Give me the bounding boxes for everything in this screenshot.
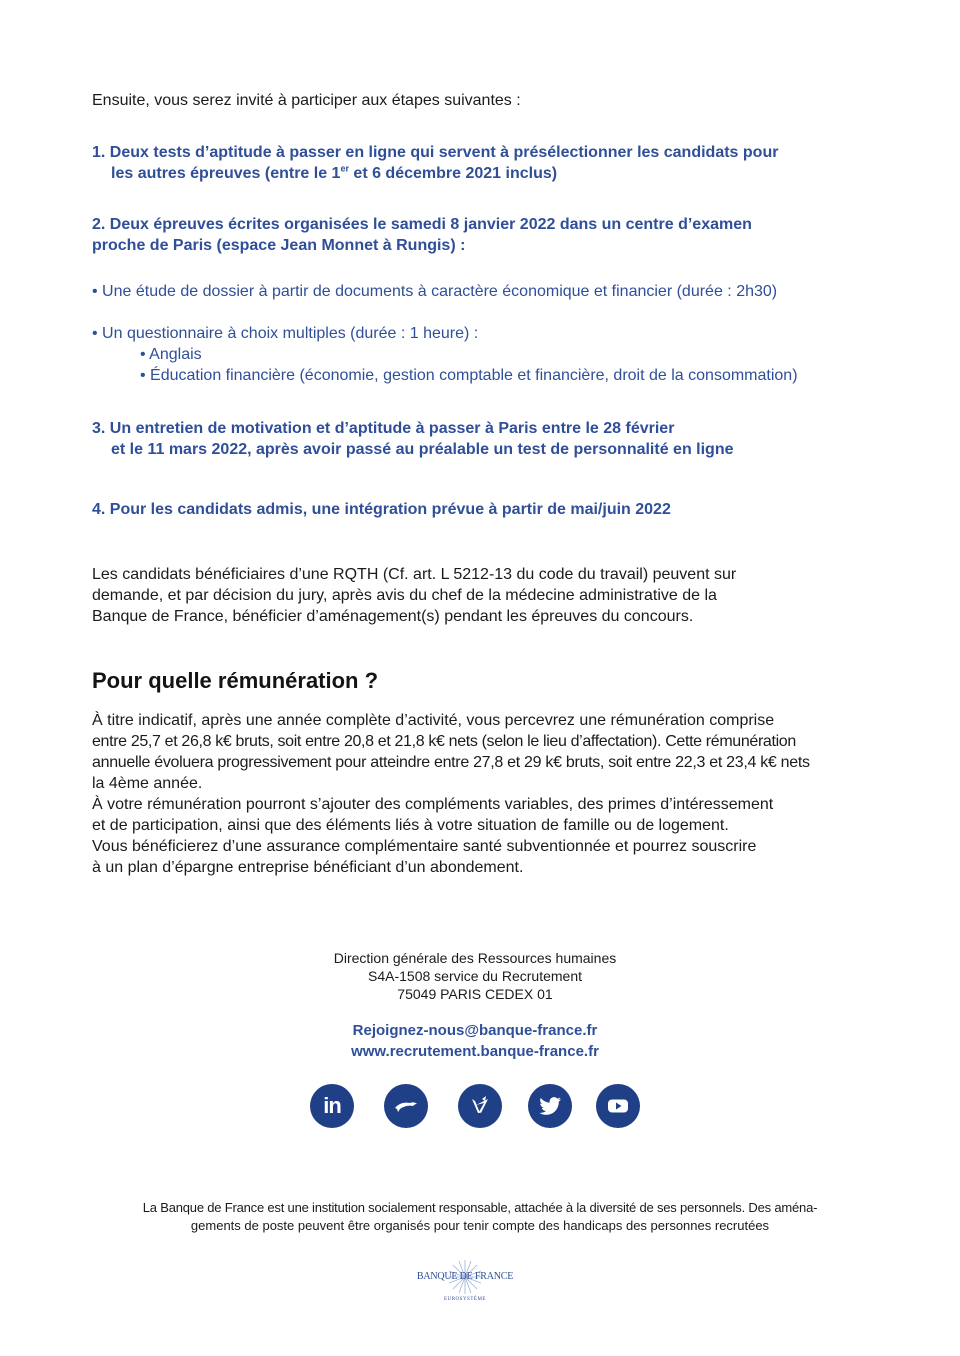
address-line-1: Direction générale des Ressources humaines bbox=[333, 950, 617, 966]
remuneration-line: À votre rémunération pourront s’ajouter des compléments variables, des primes d’intéressement bbox=[92, 796, 774, 813]
intro-text: Ensuite, vous serez invité à participer aux étapes suivantes : bbox=[92, 92, 521, 109]
email-link[interactable]: Rejoignez-nous@banque-france.fr bbox=[352, 1022, 598, 1039]
remuneration-line: annuelle évoluera progressivement pour atteindre entre 27,8 et 29 k€ bruts, soit entre 22,3 et 23,4 k€ nets bbox=[92, 754, 810, 771]
linkedin-button[interactable] bbox=[310, 1084, 354, 1128]
address-line-2: S4A-1508 service du Recrutement bbox=[368, 968, 582, 984]
logo-text: BANQUE DE FRANCE bbox=[416, 1271, 514, 1282]
step-1-superscript: er bbox=[340, 163, 349, 174]
remuneration-line: Vous bénéficierez d’une assurance complémentaire santé subventionnée et pourrez souscrire bbox=[92, 838, 757, 855]
bullet-qcm bbox=[92, 323, 798, 386]
step-2 bbox=[92, 214, 752, 256]
step-1-line-2-part-a: les autres épreuves (entre le 1 bbox=[111, 165, 341, 182]
step-3-line-1: 3. Un entretien de motivation et d’aptitude à passer à Paris entre le 28 février bbox=[92, 420, 675, 437]
remuneration-line: à un plan d’épargne entreprise bénéficiant d’un abondement. bbox=[92, 859, 524, 876]
step-3 bbox=[92, 418, 734, 460]
youtube-icon bbox=[605, 1093, 631, 1119]
remuneration-heading: Pour quelle rémunération ? bbox=[92, 668, 379, 693]
step-1-line-2-part-b: et 6 décembre 2021 inclus) bbox=[348, 165, 558, 182]
bullet-dossier: • Une étude de dossier à partir de documents à caractère économique et financier (durée : 2h30) bbox=[92, 283, 778, 300]
disclaimer-line-2: gements de poste peuvent être organisés pour tenir compte des handicaps des personnes recrutées bbox=[190, 1218, 770, 1233]
remuneration-line: et de participation, ainsi que des éléments liés à votre situation de famille ou de logement. bbox=[92, 817, 729, 834]
rqth-line-3: Banque de France, bénéficier d’aménagement(s) pendant les épreuves du concours. bbox=[92, 608, 694, 625]
contact-links bbox=[0, 1020, 950, 1062]
welcome-to-the-jungle-button[interactable] bbox=[384, 1084, 428, 1128]
rqth-line-2: demande, et par décision du jury, après avis du chef de la médecine administrative de la bbox=[92, 587, 717, 604]
welcome-to-the-jungle-icon bbox=[393, 1093, 419, 1119]
logo-subtext: EUROSYSTÈME bbox=[444, 1297, 486, 1302]
disclaimer-line-1: La Banque de France est une institution socialement responsable, attachée à la diversité de ses personnels. Des aména- bbox=[142, 1200, 818, 1215]
diversity-disclaimer bbox=[80, 1199, 880, 1235]
address-line-3: 75049 PARIS CEDEX 01 bbox=[397, 986, 553, 1002]
step-1 bbox=[92, 142, 778, 184]
step-4: 4. Pour les candidats admis, une intégration prévue à partir de mai/juin 2022 bbox=[92, 501, 671, 518]
twitter-icon bbox=[537, 1093, 563, 1119]
youtube-button[interactable] bbox=[596, 1084, 640, 1128]
rqth-line-1: Les candidats bénéficiaires d’une RQTH (Cf. art. L 5212-13 du code du travail) peuvent sur bbox=[92, 566, 737, 583]
rqth-paragraph bbox=[92, 564, 882, 627]
step-2-line-2: proche de Paris (espace Jean Monnet à Rungis) : bbox=[92, 237, 466, 254]
remuneration-line: la 4ème année. bbox=[92, 775, 203, 792]
linkedin-icon: in bbox=[323, 1093, 341, 1118]
remuneration-paragraph bbox=[92, 710, 892, 878]
viadeo-icon bbox=[467, 1093, 493, 1119]
banque-de-france-logo bbox=[410, 1258, 520, 1304]
step-1-line-1: 1. Deux tests d’aptitude à passer en ligne qui servent à présélectionner les candidats pour bbox=[92, 144, 779, 161]
twitter-button[interactable] bbox=[528, 1084, 572, 1128]
viadeo-button[interactable] bbox=[458, 1084, 502, 1128]
step-2-line-1: 2. Deux épreuves écrites organisées le samedi 8 janvier 2022 dans un centre d’examen bbox=[92, 216, 752, 233]
sub-bullet-anglais: • Anglais bbox=[140, 346, 202, 363]
website-link[interactable]: www.recrutement.banque-france.fr bbox=[351, 1043, 599, 1060]
bullet-qcm-label: • Un questionnaire à choix multiples (durée : 1 heure) : bbox=[92, 325, 479, 342]
step-1-line-2 bbox=[92, 163, 778, 184]
postal-address bbox=[0, 949, 950, 1003]
remuneration-line: entre 25,7 et 26,8 k€ bruts, soit entre 20,8 et 21,8 k€ nets (selon le lieu d’affectation). Cette rémunération bbox=[92, 733, 796, 750]
remuneration-line: À titre indicatif, après une année complète d’activité, vous percevrez une rémunération comprise bbox=[92, 712, 775, 729]
sub-bullet-education-financiere: • Éducation financière (économie, gestion comptable et financière, droit de la consommation) bbox=[140, 367, 798, 384]
step-3-line-2: et le 11 mars 2022, après avoir passé au préalable un test de personnalité en ligne bbox=[111, 441, 734, 458]
